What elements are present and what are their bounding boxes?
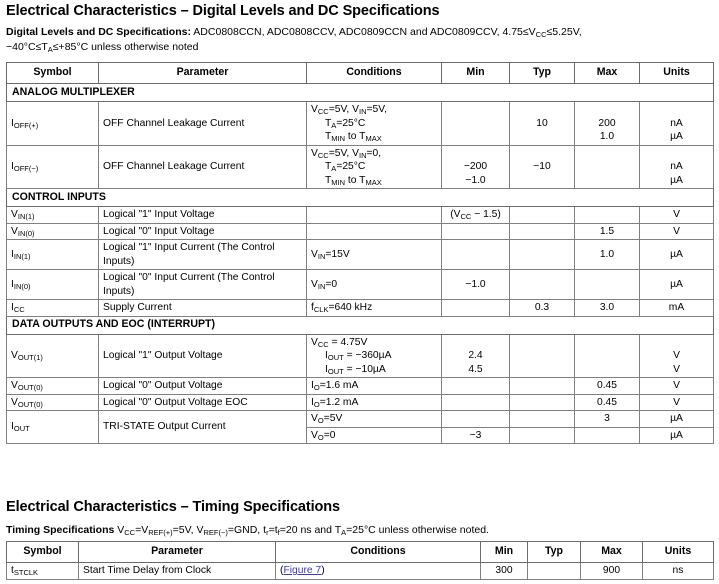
figure-link[interactable]: Figure 7 [283, 565, 322, 576]
symbol-subscript: OUT(0) [17, 399, 43, 409]
subscript: IN [358, 150, 367, 160]
cell-units: V [640, 394, 714, 411]
cell-line: $V_{CC}=5V$, $V_{IN}=0$, [311, 147, 382, 160]
cell-min: −3 [442, 427, 510, 444]
subscript: MAX [365, 177, 382, 187]
cell-min [442, 240, 510, 270]
cell-conditions: $V_{IN}=0$ [307, 270, 442, 300]
cell-typ [528, 563, 581, 580]
cell-min [442, 411, 510, 428]
subscript: A [331, 164, 337, 173]
subscript: CLK [313, 305, 329, 314]
cell-line: 4.5 [468, 363, 483, 375]
cell-units: V [640, 378, 714, 395]
cell-parameter: OFF Channel Leakage Current [99, 102, 307, 146]
cell-line: $V_{CC}=5V$, $V_{IN}=5V$, [311, 104, 388, 116]
subscript: IN [317, 251, 326, 261]
cell-units: µA [640, 427, 714, 444]
cell-line [644, 147, 709, 161]
cell-parameter: Start Time Delay from Clock [79, 563, 276, 580]
dc-section-subtitle [6, 25, 714, 55]
cell-max: 3 [575, 411, 640, 428]
cell-line: µA [670, 174, 683, 186]
timing-specifications-table [6, 541, 714, 580]
cell-line [579, 147, 635, 161]
cell-max [575, 427, 640, 444]
symbol-subscript: OUT(0) [17, 383, 43, 392]
subscript: CC [317, 107, 329, 116]
timing-col-max: Max [581, 542, 643, 563]
cell-min [442, 394, 510, 411]
cell-line: $T_A=25^\circ C$ [325, 117, 366, 130]
cell-units: mA [640, 300, 714, 317]
dc-section-title: Electrical Characteristics – Digital Levels and DC Specifications [6, 3, 440, 19]
table-group-row [7, 189, 714, 207]
dc-col-max: Max [575, 63, 640, 84]
cell-conditions [307, 223, 442, 240]
timing-table-body [7, 563, 714, 580]
dc-col-units: Units [640, 63, 714, 84]
cell-max [575, 270, 640, 300]
cell-units [640, 102, 714, 146]
cell-line [514, 130, 570, 144]
cell-min: −1.0 [442, 270, 510, 300]
cell-units: µA [640, 240, 714, 270]
subscript: A [341, 528, 347, 537]
cell-max: 900 [581, 563, 643, 580]
table-row [7, 411, 714, 428]
table-row [7, 270, 714, 300]
cell-line: 200 [598, 117, 616, 129]
cell-symbol: $I_{OFF(+)}$ [7, 102, 99, 146]
subscript: O [313, 399, 320, 409]
cell-conditions [307, 334, 442, 378]
cell-symbol: $I_{IN(0)}$ [7, 270, 99, 300]
symbol-subscript: IN(1) [17, 212, 35, 221]
cell-min: $(V_{CC} - 1.5)$ [442, 207, 510, 224]
timing-col-conditions: Conditions [276, 542, 481, 563]
table-group-row [7, 84, 714, 102]
cell-symbol: $V_{OUT(1)}$ [7, 334, 99, 378]
subscript: MAX [365, 134, 382, 143]
table-row [7, 223, 714, 240]
cell-conditions: $I_O=1.6$ mA [307, 378, 442, 395]
cell-min [442, 334, 510, 378]
cell-line [446, 336, 505, 350]
cell-line [446, 147, 505, 161]
cell-line: V [673, 350, 680, 361]
cell-typ [510, 411, 575, 428]
dc-subtitle-line2-b: ≤+85°C unless otherwise noted [52, 41, 199, 53]
timing-col-min: Min [481, 542, 528, 563]
cell-max: 0.45 [575, 378, 640, 395]
subscript: REF(−) [203, 528, 228, 537]
cell-line [514, 103, 570, 117]
cell-symbol: $V_{IN(1)}$ [7, 207, 99, 224]
timing-table-header-row [7, 542, 714, 563]
dc-subtitle-line2-a: −40°C≤T [6, 41, 48, 53]
cell-line: $T_{MIN}$ to $T_{MAX}$ [325, 174, 382, 187]
cell-line: 10 [536, 117, 548, 129]
cell-line [644, 103, 709, 117]
cell-typ [510, 102, 575, 146]
cell-symbol: $V_{OUT(0)}$ [7, 394, 99, 411]
cell-line: $I_{OUT} = -10\mu A$ [325, 363, 386, 376]
cell-min [442, 300, 510, 317]
cell-conditions: $V_{IN}=15V$ [307, 240, 442, 270]
cell-parameter: Logical "0" Output Voltage EOC [99, 394, 307, 411]
cell-symbol: $V_{IN(0)}$ [7, 223, 99, 240]
cell-line: nA [670, 161, 683, 172]
cell-line: $T_{MIN}$ to $T_{MAX}$ [325, 131, 382, 143]
cell-max [575, 145, 640, 189]
cell-line: −10 [533, 161, 551, 172]
table-row [7, 145, 714, 189]
cell-line: $I_{OUT} = -360\mu A$ [325, 350, 392, 362]
cell-typ [510, 427, 575, 444]
cell-line [579, 174, 635, 188]
cell-typ [510, 334, 575, 378]
cell-typ [510, 240, 575, 270]
dc-table-header-row [7, 63, 714, 84]
timing-section-title: Electrical Characteristics – Timing Specifications [6, 499, 341, 515]
group-label: DATA OUTPUTS AND EOC (INTERRUPT) [7, 316, 714, 334]
table-row [7, 378, 714, 395]
table-row [7, 300, 714, 317]
cell-line [579, 160, 635, 174]
cell-symbol: $V_{OUT(0)}$ [7, 378, 99, 395]
cell-min: 300 [481, 563, 528, 580]
symbol-subscript: OFF(+) [13, 120, 39, 130]
timing-col-typ: Typ [528, 542, 581, 563]
cell-symbol: $I_{IN(1)}$ [7, 240, 99, 270]
timing-section-subtitle [6, 523, 714, 538]
cell-line: nA [670, 117, 683, 129]
dc-table-body [7, 84, 714, 444]
cell-conditions [307, 102, 442, 146]
cell-symbol: $I_{OUT}$ [7, 411, 99, 444]
timing-col-units: Units [643, 542, 714, 563]
subscript: IN [358, 107, 367, 116]
cell-max [575, 102, 640, 146]
cell-parameter: Supply Current [99, 300, 307, 317]
table-row [7, 334, 714, 378]
cell-line: −1.0 [465, 174, 486, 186]
cell-symbol: $I_{CC}$ [7, 300, 99, 317]
cell-units: µA [640, 270, 714, 300]
subscript: f [277, 528, 280, 537]
dc-col-min: Min [442, 63, 510, 84]
timing-subtitle-rest: $V_{CC}=V_{REF(+)}=5V$, $V_{REF(-)}=GND$, $t_r=t_f=20$ ns and $T_A=25^\circ C$ unless otherwise noted. [114, 524, 489, 537]
cell-parameter: Logical "0" Input Voltage [99, 223, 307, 240]
cell-line: µA [670, 131, 683, 142]
cell-line [579, 103, 635, 117]
subscript: CC [317, 339, 329, 349]
dc-subtitle-rest2: ≤5.25V, [546, 26, 582, 38]
subscript: OUT [327, 366, 344, 376]
cell-typ [510, 378, 575, 395]
cell-conditions: $I_O=1.2$ mA [307, 394, 442, 411]
table-row [7, 102, 714, 146]
subscript: O [317, 416, 324, 425]
cell-min [442, 223, 510, 240]
table-row [7, 240, 714, 270]
cell-units: V [640, 207, 714, 224]
dc-subtitle-line2-sub: A [47, 45, 53, 54]
cell-units: V [640, 223, 714, 240]
subscript: OUT [327, 353, 344, 362]
cell-line: 1.0 [599, 131, 615, 142]
cell-units: µA [640, 411, 714, 428]
subscript: IN [317, 281, 326, 291]
cell-typ [510, 223, 575, 240]
cell-max: 0.45 [575, 394, 640, 411]
cell-units [640, 145, 714, 189]
group-label: CONTROL INPUTS [7, 189, 714, 207]
symbol-subscript: OUT(1) [17, 353, 43, 362]
subscript: r [266, 528, 269, 537]
table-row [7, 394, 714, 411]
subscript: MIN [331, 177, 346, 187]
cell-line: V [673, 363, 680, 375]
cell-line [514, 147, 570, 161]
dc-specifications-table [6, 62, 714, 444]
cell-line: 2.4 [468, 350, 483, 361]
cell-max [575, 334, 640, 378]
cell-conditions: $V_O=5V$ [307, 411, 442, 428]
symbol-subscript: CC [13, 305, 25, 314]
cell-units: ns [643, 563, 714, 580]
dc-col-parameter: Parameter [99, 63, 307, 84]
cell-units [640, 334, 714, 378]
group-label: ANALOG MULTIPLEXER [7, 84, 714, 102]
table-group-row [7, 316, 714, 334]
cell-parameter: Logical "1" Output Voltage [99, 334, 307, 378]
subscript: CC [460, 212, 472, 221]
cell-max: 1.5 [575, 223, 640, 240]
symbol-subscript: IN(0) [13, 281, 31, 291]
subscript: CC [317, 150, 329, 160]
cell-min [442, 378, 510, 395]
timing-subtitle-lead: Timing Specifications [6, 524, 115, 536]
cell-parameter: Logical "0" Output Voltage [99, 378, 307, 395]
subscript: REF(+) [148, 528, 173, 537]
cell-conditions: (Figure 7) [276, 563, 481, 580]
symbol-subscript: OUT [13, 424, 30, 434]
timing-col-parameter: Parameter [79, 542, 276, 563]
dc-subtitle-lead: Digital Levels and DC Specifications: [6, 26, 191, 38]
subscript: O [313, 383, 320, 392]
cell-typ [510, 145, 575, 189]
cell-line: $V_{CC} = 4.75V$ [311, 336, 368, 349]
cell-conditions [307, 145, 442, 189]
cell-parameter: Logical "0" Input Current (The Control Inputs) [99, 270, 307, 300]
symbol-subscript: IN(0) [17, 228, 35, 238]
subscript: MIN [331, 134, 346, 143]
cell-max: 3.0 [575, 300, 640, 317]
cell-line [514, 174, 570, 188]
cell-parameter: OFF Channel Leakage Current [99, 145, 307, 189]
dc-subtitle-rest: ADC0808CCN, ADC0808CCV, ADC0809CCN and ADC0809CCV, 4.75≤V [190, 26, 536, 38]
cell-parameter: Logical "1" Input Current (The Control Inputs) [99, 240, 307, 270]
cell-parameter: TRI-STATE Output Current [99, 411, 307, 444]
timing-col-symbol: Symbol [7, 542, 79, 563]
subscript: O [317, 432, 324, 442]
cell-line [644, 336, 709, 350]
cell-conditions [307, 207, 442, 224]
cell-line: $T_A=25^\circ C$ [325, 161, 366, 173]
subscript: CC [124, 528, 136, 537]
table-row [7, 207, 714, 224]
dc-col-conditions: Conditions [307, 63, 442, 84]
cell-parameter: Logical "1" Input Voltage [99, 207, 307, 224]
cell-conditions: $f_{CLK}=640$ kHz [307, 300, 442, 317]
symbol-subscript: STCLK [13, 568, 39, 577]
cell-max [575, 207, 640, 224]
symbol-subscript: OFF(−) [13, 164, 39, 173]
cell-min [442, 102, 510, 146]
symbol-subscript: IN(1) [13, 251, 31, 261]
dc-col-typ: Typ [510, 63, 575, 84]
subscript: A [331, 120, 337, 130]
dc-col-symbol: Symbol [7, 63, 99, 84]
cell-min [442, 145, 510, 189]
dc-subtitle-sub-vcc: CC [535, 30, 547, 39]
cell-conditions: $V_O=0$ [307, 427, 442, 444]
cell-typ [510, 270, 575, 300]
cell-line: −200 [463, 161, 488, 172]
cell-max: 1.0 [575, 240, 640, 270]
cell-symbol: $I_{OFF(-)}$ [7, 145, 99, 189]
table-row [7, 563, 714, 580]
cell-typ: 0.3 [510, 300, 575, 317]
cell-symbol: $t_{STCLK}$ [7, 563, 79, 580]
cell-typ [510, 394, 575, 411]
cell-typ [510, 207, 575, 224]
